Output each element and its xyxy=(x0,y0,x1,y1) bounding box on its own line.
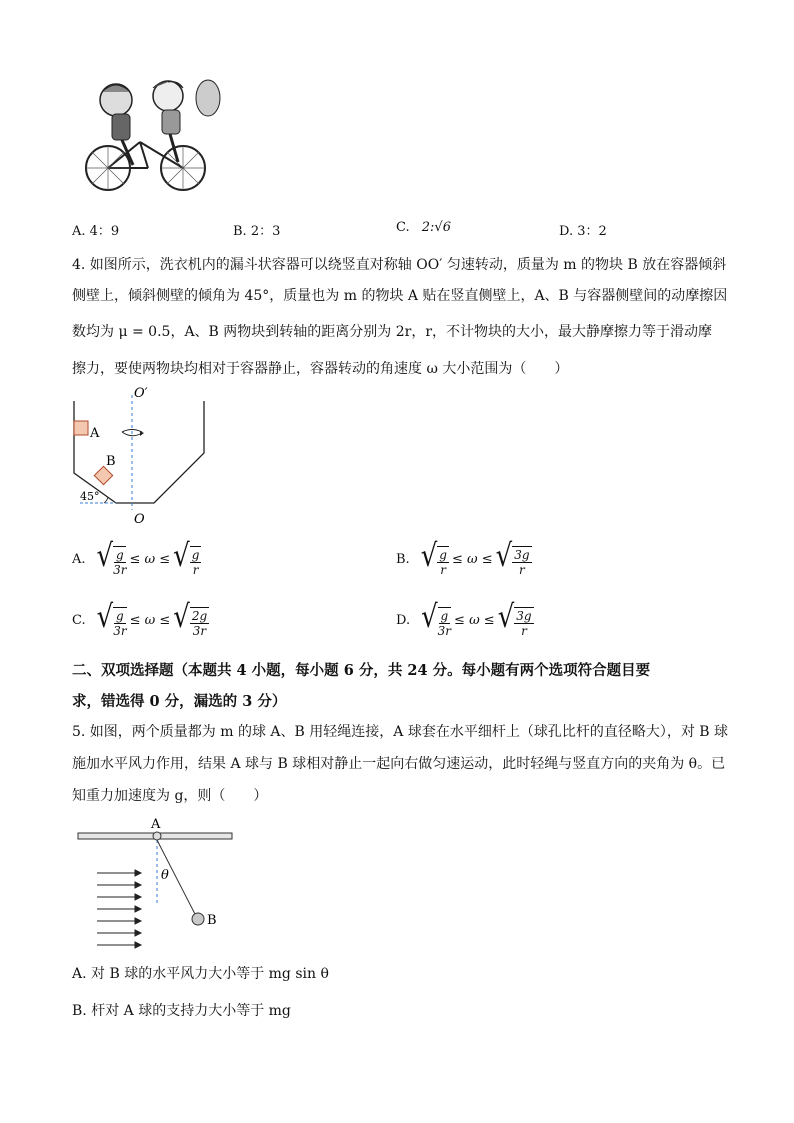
q4-a-left-frac: $\frac{g}{3r}$ xyxy=(113,548,127,577)
q4-option-d-letter: D. xyxy=(396,613,411,628)
q5-line-1: 5. 如图，两个质量都为 m 的球 A、B 用轻绳连接，A 球套在水平细杆上（球孔比杆的直径略大），对 B 球 xyxy=(72,724,729,740)
q3-option-c-math: 2:√6 xyxy=(421,220,451,235)
bicycle-illustration xyxy=(78,70,228,195)
q4-label-o: O xyxy=(134,512,145,527)
q4-b-right-frac: $\frac{3g}{r}$ xyxy=(514,548,530,577)
q4-c-left-frac: $\frac{g}{3r}$ xyxy=(113,609,127,638)
q3-option-c xyxy=(396,220,451,235)
q4-option-c: C. √ $\frac{g}{3r}$ ≤ ω ≤ √ $\frac{2g}{3r}$ xyxy=(72,599,208,638)
q3-option-c-letter: C. xyxy=(396,220,410,235)
q4-label-o-prime: O′ xyxy=(134,386,148,401)
q4-option-b-letter: B. xyxy=(396,552,410,567)
q5-rod-ball-figure xyxy=(75,813,245,953)
q4-option-a-letter: A. xyxy=(72,552,86,567)
q4-label-b: B xyxy=(106,454,116,469)
q4-option-d: D. √ $\frac{g}{3r}$ ≤ ω ≤ √ $\frac{3g}{r}$ xyxy=(396,599,532,638)
section-2-heading-line-2: 求，错选得 0 分，漏选的 3 分） xyxy=(72,693,287,710)
q4-d-right-frac: $\frac{3g}{r}$ xyxy=(516,609,532,638)
q4-option-b: B. √ $\frac{g}{r}$ ≤ ω ≤ √ $\frac{3g}{r}$ xyxy=(396,538,530,577)
q4-line-3: 数均为 μ = 0.5，A、B 两物块到转轴的距离分别为 2r，r，不计物块的大小，最大静摩擦力等于滑动摩 xyxy=(72,324,713,340)
q4-b-left-frac: $\frac{g}{r}$ xyxy=(439,548,447,577)
q4-a-inequality: ≤ ω ≤ xyxy=(129,552,171,567)
q4-a-right-frac: $\frac{g}{r}$ xyxy=(191,548,200,577)
q4-line-1: 4. 如图所示，洗衣机内的漏斗状容器可以绕竖直对称轴 OO′ 匀速转动，质量为 m 的物块 B 放在容器倾斜 xyxy=(72,257,727,273)
q4-line-4: 擦力，要使两物块均相对于容器静止，容器转动的角速度 ω 大小范围为（ ） xyxy=(72,361,569,377)
q4-c-right-frac: $\frac{2g}{3r}$ xyxy=(191,609,208,638)
q4-line-2: 侧壁上，倾斜侧壁的倾角为 45°，质量也为 m 的物块 A 贴在竖直侧壁上，A、B 与容器侧壁间的动摩擦因 xyxy=(72,288,728,304)
q4-label-a: A xyxy=(90,426,100,441)
q4-label-angle: 45° xyxy=(80,490,100,503)
q3-option-a: A. 4：9 xyxy=(72,224,120,239)
q3-option-d: D. 3：2 xyxy=(559,224,607,239)
q5-option-a: A. 对 B 球的水平风力大小等于 mg sin θ xyxy=(72,966,329,982)
q4-funnel-figure xyxy=(70,385,210,530)
section-2-heading-line-1: 二、双项选择题（本题共 4 小题，每小题 6 分，共 24 分。每小题有两个选项符合题目要 xyxy=(72,662,651,679)
q5-label-theta: θ xyxy=(161,868,169,883)
q5-line-3: 知重力加速度为 g，则（ ） xyxy=(72,788,268,804)
q4-c-inequality: ≤ ω ≤ xyxy=(129,613,171,628)
q4-option-c-letter: C. xyxy=(72,613,86,628)
q5-line-2: 施加水平风力作用，结果 A 球与 B 球相对静止一起向右做匀速运动，此时轻绳与竖直方向的夹角为 θ。已 xyxy=(72,756,726,772)
q5-option-b: B. 杆对 A 球的支持力大小等于 mg xyxy=(72,1003,291,1019)
q4-option-a: A. √ $\frac{g}{3r}$ ≤ ω ≤ √ $\frac{g}{r}$ xyxy=(72,538,200,577)
q4-d-left-frac: $\frac{g}{3r}$ xyxy=(437,609,452,638)
q3-option-b: B. 2：3 xyxy=(233,224,281,239)
q5-label-a: A xyxy=(151,817,161,832)
q4-d-inequality: ≤ ω ≤ xyxy=(454,613,495,628)
q4-b-inequality: ≤ ω ≤ xyxy=(451,552,493,567)
q5-label-b: B xyxy=(207,913,217,928)
